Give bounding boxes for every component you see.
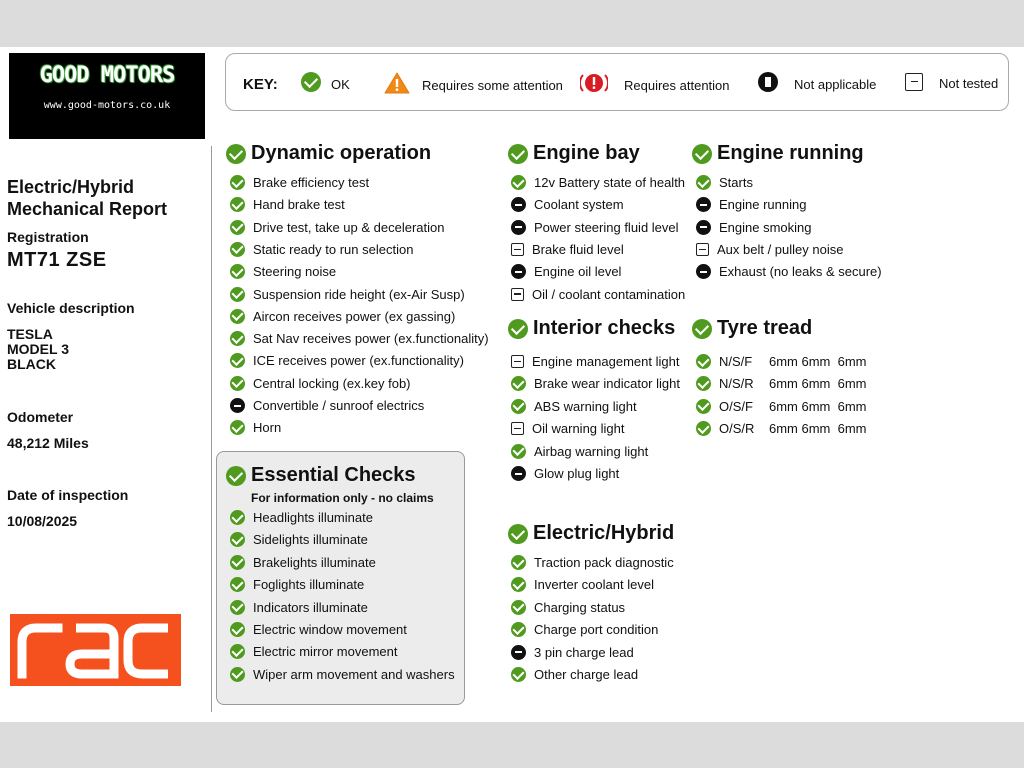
tyres-item: [696, 421, 754, 436]
ok-check-icon: [511, 600, 526, 615]
essential-item: [230, 555, 376, 570]
engine-bay-item: [511, 287, 685, 302]
item-label: Inverter coolant level: [534, 577, 654, 593]
tyre-tread-value: 6mm 6mm 6mm: [769, 421, 867, 437]
item-label: Oil warning light: [532, 421, 625, 437]
item-label: 3 pin charge lead: [534, 644, 634, 660]
tyres-item: [696, 376, 754, 391]
item-label: Aircon receives power (ex gassing): [253, 308, 456, 324]
report-title: [7, 176, 167, 220]
engine-bay-item: [511, 175, 685, 190]
item-label: Aux belt / pulley noise: [717, 241, 844, 257]
item-label: Starts: [719, 175, 753, 190]
not-applicable-icon: [230, 398, 245, 413]
item-label: Indicators illuminate: [253, 599, 368, 615]
not-applicable-icon: [511, 264, 526, 279]
engine-bay-item: [511, 220, 679, 235]
electric-item: [511, 555, 674, 570]
item-label: Steering noise: [253, 264, 337, 280]
not-tested-icon: [511, 243, 524, 256]
ok-check-icon: [696, 421, 711, 436]
item-label: Coolant system: [534, 197, 624, 213]
essential-checks-subtitle: For information only - no claims: [251, 491, 434, 505]
tyre-tread-title-text: Tyre tread: [717, 317, 813, 339]
item-label: Power steering fluid level: [534, 219, 679, 235]
item-label: ICE receives power (ex.functionality): [253, 353, 464, 369]
item-label: Electric window movement: [253, 622, 407, 637]
rac-logo-mark: [10, 614, 181, 686]
key-attention: [580, 72, 730, 94]
engine-running-item: [696, 197, 806, 212]
not-applicable-icon: [511, 197, 526, 212]
ok-check-icon: [230, 175, 245, 190]
engine-running-title-text: Engine running: [717, 142, 864, 164]
key-label: KEY:: [243, 76, 278, 93]
item-label: 12v Battery state of health: [534, 175, 686, 190]
item-label: Brake wear indicator light: [534, 376, 680, 392]
electric-item: [511, 645, 634, 660]
not-tested-icon: [696, 243, 709, 256]
item-label: Glow plug light: [534, 466, 620, 481]
ok-check-icon: [511, 399, 526, 414]
item-label: Static ready to run selection: [253, 241, 414, 257]
item-label: N/S/R: [719, 376, 754, 392]
key-ok-label: OK: [331, 76, 350, 92]
ok-check-icon: [230, 309, 245, 324]
ok-check-icon: [230, 353, 245, 368]
engine-running-item: [696, 220, 812, 235]
item-label: Engine oil level: [534, 264, 622, 280]
item-label: Electric mirror movement: [253, 644, 398, 660]
ok-check-icon: [226, 466, 246, 486]
vehicle-description: [7, 327, 69, 372]
dynamic-item: [230, 264, 336, 279]
odometer-value: 48,212 Miles: [7, 435, 89, 451]
interior-item: [511, 399, 637, 414]
key-some-attention-label: Requires some attention: [422, 77, 563, 93]
not-applicable-icon: [511, 645, 526, 660]
item-label: Central locking (ex.key fob): [253, 375, 411, 391]
dynamic-item: [230, 376, 411, 391]
interior-item: [511, 421, 625, 436]
tyres-item: [696, 399, 753, 414]
engine-running-item: [696, 264, 882, 279]
not-applicable-icon: [696, 220, 711, 235]
essential-item: [230, 577, 364, 592]
attention-alert-icon: [580, 72, 608, 94]
ok-check-icon: [226, 144, 246, 164]
tyres-item: [696, 354, 752, 369]
electric-hybrid-title: [508, 522, 674, 545]
electric-hybrid-title-text: Electric/Hybrid: [533, 522, 675, 544]
ok-check-icon: [692, 144, 712, 164]
interior-checks-title-text: Interior checks: [533, 317, 676, 339]
ok-check-icon: [511, 376, 526, 391]
item-label: ABS warning light: [534, 398, 637, 414]
ok-check-icon: [508, 319, 528, 339]
warning-triangle-icon: [384, 72, 410, 94]
item-label: Hand brake test: [253, 197, 345, 213]
dynamic-item: [230, 175, 369, 190]
key-not-tested: [905, 72, 998, 91]
item-label: Foglights illuminate: [253, 577, 365, 593]
ok-check-icon: [508, 144, 528, 164]
item-label: Oil / coolant contamination: [532, 286, 686, 302]
item-label: Traction pack diagnostic: [534, 555, 674, 570]
registration-label: Registration: [7, 229, 89, 245]
item-label: Airbag warning light: [534, 443, 649, 459]
tyre-tread-title: [692, 317, 812, 340]
essential-checks-title-text: Essential Checks: [251, 464, 416, 486]
not-tested-icon: [511, 355, 524, 368]
engine-running-title: [692, 142, 864, 165]
dynamic-operation-title: [226, 142, 431, 165]
ok-check-icon: [692, 319, 712, 339]
not-applicable-icon: [758, 72, 778, 92]
ok-check-icon: [230, 197, 245, 212]
item-label: Charging status: [534, 599, 626, 615]
dynamic-item: [230, 420, 281, 435]
item-label: Exhaust (no leaks & secure): [719, 264, 882, 280]
key-legend: [225, 53, 1009, 111]
interior-item: [511, 466, 619, 481]
ok-check-icon: [511, 577, 526, 592]
item-label: Sidelights illuminate: [253, 532, 368, 548]
item-label: Charge port condition: [534, 622, 659, 638]
dynamic-item: [230, 331, 489, 346]
ok-check-icon: [230, 376, 245, 391]
item-label: Brakelights illuminate: [253, 554, 376, 570]
logo-url: www.good-motors.co.uk: [43, 100, 171, 111]
engine-bay-title-text: Engine bay: [533, 142, 640, 164]
ok-check-icon: [511, 622, 526, 637]
good-motors-logo: [9, 53, 205, 139]
essential-item: [230, 532, 368, 547]
report-title-line1: Electric/Hybrid: [7, 177, 135, 197]
tyre-tread-value: 6mm 6mm 6mm: [769, 354, 867, 369]
dynamic-item: [230, 353, 464, 368]
item-label: Brake fluid level: [532, 241, 624, 257]
tyre-tread-value: 6mm 6mm 6mm: [769, 376, 867, 392]
essential-checks-title: [226, 464, 416, 487]
ok-check-icon: [696, 175, 711, 190]
ok-check-icon: [301, 72, 321, 92]
key-ok: [301, 72, 350, 92]
item-label: Headlights illuminate: [253, 510, 373, 525]
ok-check-icon: [696, 376, 711, 391]
engine-bay-item: [511, 197, 624, 212]
not-tested-icon: [511, 288, 524, 301]
ok-check-icon: [511, 555, 526, 570]
ok-check-icon: [230, 420, 245, 435]
dynamic-item: [230, 197, 345, 212]
tyre-tread-value: 6mm 6mm 6mm: [769, 398, 867, 414]
interior-item: [511, 444, 648, 459]
logo-name: GOOD MOTORS: [39, 63, 175, 88]
essential-item: [230, 510, 373, 525]
ok-check-icon: [230, 510, 245, 525]
dynamic-item: [230, 309, 455, 324]
ok-check-icon: [230, 644, 245, 659]
inspection-date-value: 10/08/2025: [7, 513, 78, 529]
item-label: Other charge lead: [534, 667, 639, 682]
not-tested-icon: [511, 422, 524, 435]
interior-item: [511, 376, 680, 391]
ok-check-icon: [230, 264, 245, 279]
engine-bay-title: [508, 142, 640, 165]
rac-logo: [10, 614, 181, 686]
ok-check-icon: [696, 354, 711, 369]
essential-item: [230, 644, 397, 659]
essential-item: [230, 622, 407, 637]
ok-check-icon: [696, 399, 711, 414]
report-title-line2: Mechanical Report: [7, 199, 168, 219]
vehicle-colour: BLACK: [7, 356, 56, 372]
dynamic-item: [230, 242, 413, 257]
not-applicable-icon: [511, 466, 526, 481]
ok-check-icon: [230, 667, 245, 682]
ok-check-icon: [230, 532, 245, 547]
dynamic-item: [230, 220, 445, 235]
item-label: O/S/R: [719, 421, 755, 437]
ok-check-icon: [230, 287, 245, 302]
vehicle-description-label: Vehicle description: [7, 300, 135, 316]
vehicle-make: TESLA: [7, 326, 53, 342]
essential-item: [230, 600, 368, 615]
electric-item: [511, 577, 654, 592]
item-label: Brake efficiency test: [253, 175, 370, 190]
not-applicable-icon: [511, 220, 526, 235]
engine-bay-item: [511, 242, 624, 257]
ok-check-icon: [230, 242, 245, 257]
key-not-tested-label: Not tested: [939, 76, 999, 91]
ok-check-icon: [511, 175, 526, 190]
key-not-applicable-label: Not applicable: [794, 76, 877, 92]
ok-check-icon: [511, 667, 526, 682]
item-label: O/S/F: [719, 398, 753, 414]
item-label: N/S/F: [719, 354, 753, 369]
ok-check-icon: [511, 444, 526, 459]
key-not-applicable: [758, 72, 876, 92]
item-label: Sat Nav receives power (ex.functionality): [253, 331, 489, 347]
item-label: Drive test, take up & deceleration: [253, 219, 445, 235]
registration-value: MT71 ZSE: [7, 249, 107, 271]
inspection-date-label: Date of inspection: [7, 487, 129, 503]
divider: [211, 146, 212, 712]
ok-check-icon: [230, 331, 245, 346]
item-label: Engine management light: [532, 354, 680, 369]
item-label: Suspension ride height (ex-Air Susp): [253, 286, 465, 302]
not-applicable-icon: [696, 264, 711, 279]
dynamic-item: [230, 398, 424, 413]
ok-check-icon: [230, 622, 245, 637]
item-label: Wiper arm movement and washers: [253, 666, 455, 682]
engine-running-item: [696, 242, 843, 257]
electric-item: [511, 622, 658, 637]
item-label: Engine running: [719, 197, 807, 213]
engine-bay-item: [511, 264, 621, 279]
engine-running-item: [696, 175, 753, 190]
item-label: Convertible / sunroof electrics: [253, 398, 425, 413]
interior-checks-title: [508, 317, 675, 340]
electric-item: [511, 600, 625, 615]
not-tested-icon: [905, 73, 923, 91]
essential-item: [230, 667, 455, 682]
key-some-attention: [384, 72, 563, 94]
key-attention-label: Requires attention: [624, 77, 730, 93]
vehicle-model: MODEL 3: [7, 341, 69, 357]
ok-check-icon: [230, 555, 245, 570]
not-applicable-icon: [696, 197, 711, 212]
electric-item: [511, 667, 638, 682]
interior-item: [511, 354, 679, 369]
ok-check-icon: [230, 220, 245, 235]
item-label: Horn: [253, 420, 282, 436]
odometer-label: Odometer: [7, 409, 74, 425]
ok-check-icon: [508, 524, 528, 544]
ok-check-icon: [230, 600, 245, 615]
item-label: Engine smoking: [719, 219, 812, 235]
dynamic-operation-title-text: Dynamic operation: [251, 142, 432, 164]
dynamic-item: [230, 287, 465, 302]
ok-check-icon: [230, 577, 245, 592]
